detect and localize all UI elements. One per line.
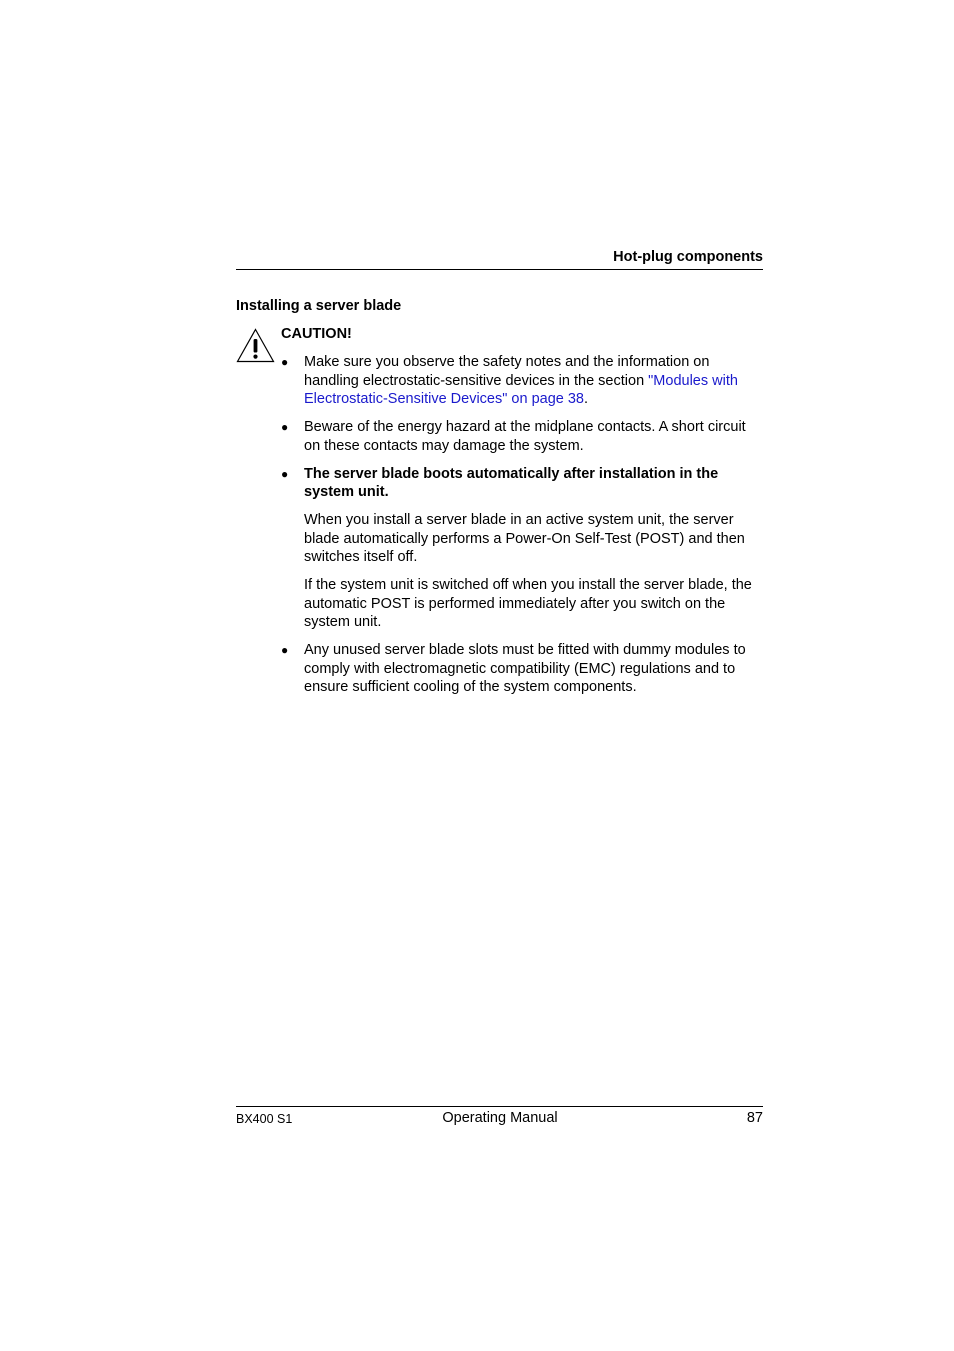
list-item-text-before: Make sure you observe the safety notes and the information on handling electrostatic-sensitive devices in the section [304,354,710,389]
header-divider [236,269,763,270]
bullet-icon: ● [281,466,289,481]
bullet-icon: ● [281,420,289,434]
page-number: 87 [746,1110,763,1126]
list-item [281,641,763,697]
footer-product: BX400 S1 [236,1112,293,1126]
cross-reference-link[interactable]: "Modules with Electrostatic-Sensitive Devices" on page 38 [304,372,738,407]
list-item-paragraph: When you install a server blade in an active system unit, the server blade automatically performs a Power-On Self-Test (POST) and then switches itself off. [304,512,745,565]
caution-label: CAUTION! [281,326,352,342]
footer-document-title: Operating Manual [442,1110,558,1126]
footer-divider [236,1106,763,1107]
caution-triangle-icon [236,328,275,363]
list-item-bold-text: The server blade boots automatically after installation in the system unit. [304,465,719,500]
list-item-text: Any unused server blade slots must be fitted with dummy modules to comply with electromagnetic compatibility (EMC) regulations and to ensure sufficient cooling of the system components. [304,642,746,695]
list-item-text [304,353,763,409]
list-item [281,418,763,455]
list-item [281,465,763,632]
bullet-icon: ● [281,643,289,657]
running-header-chapter: Hot-plug components [613,249,763,265]
section-title: Installing a server blade [236,298,402,314]
list-item-text-after: . [583,391,589,407]
list-item-text: Beware of the energy hazard at the midplane contacts. A short circuit on these contacts may damage the system. [304,419,746,454]
list-item-paragraph: If the system unit is switched off when you install the server blade, the automatic POST is performed immediately after you switch on the system unit. [304,577,752,630]
bullet-icon: ● [281,355,289,369]
caution-list [281,353,763,706]
list-item [281,353,763,409]
